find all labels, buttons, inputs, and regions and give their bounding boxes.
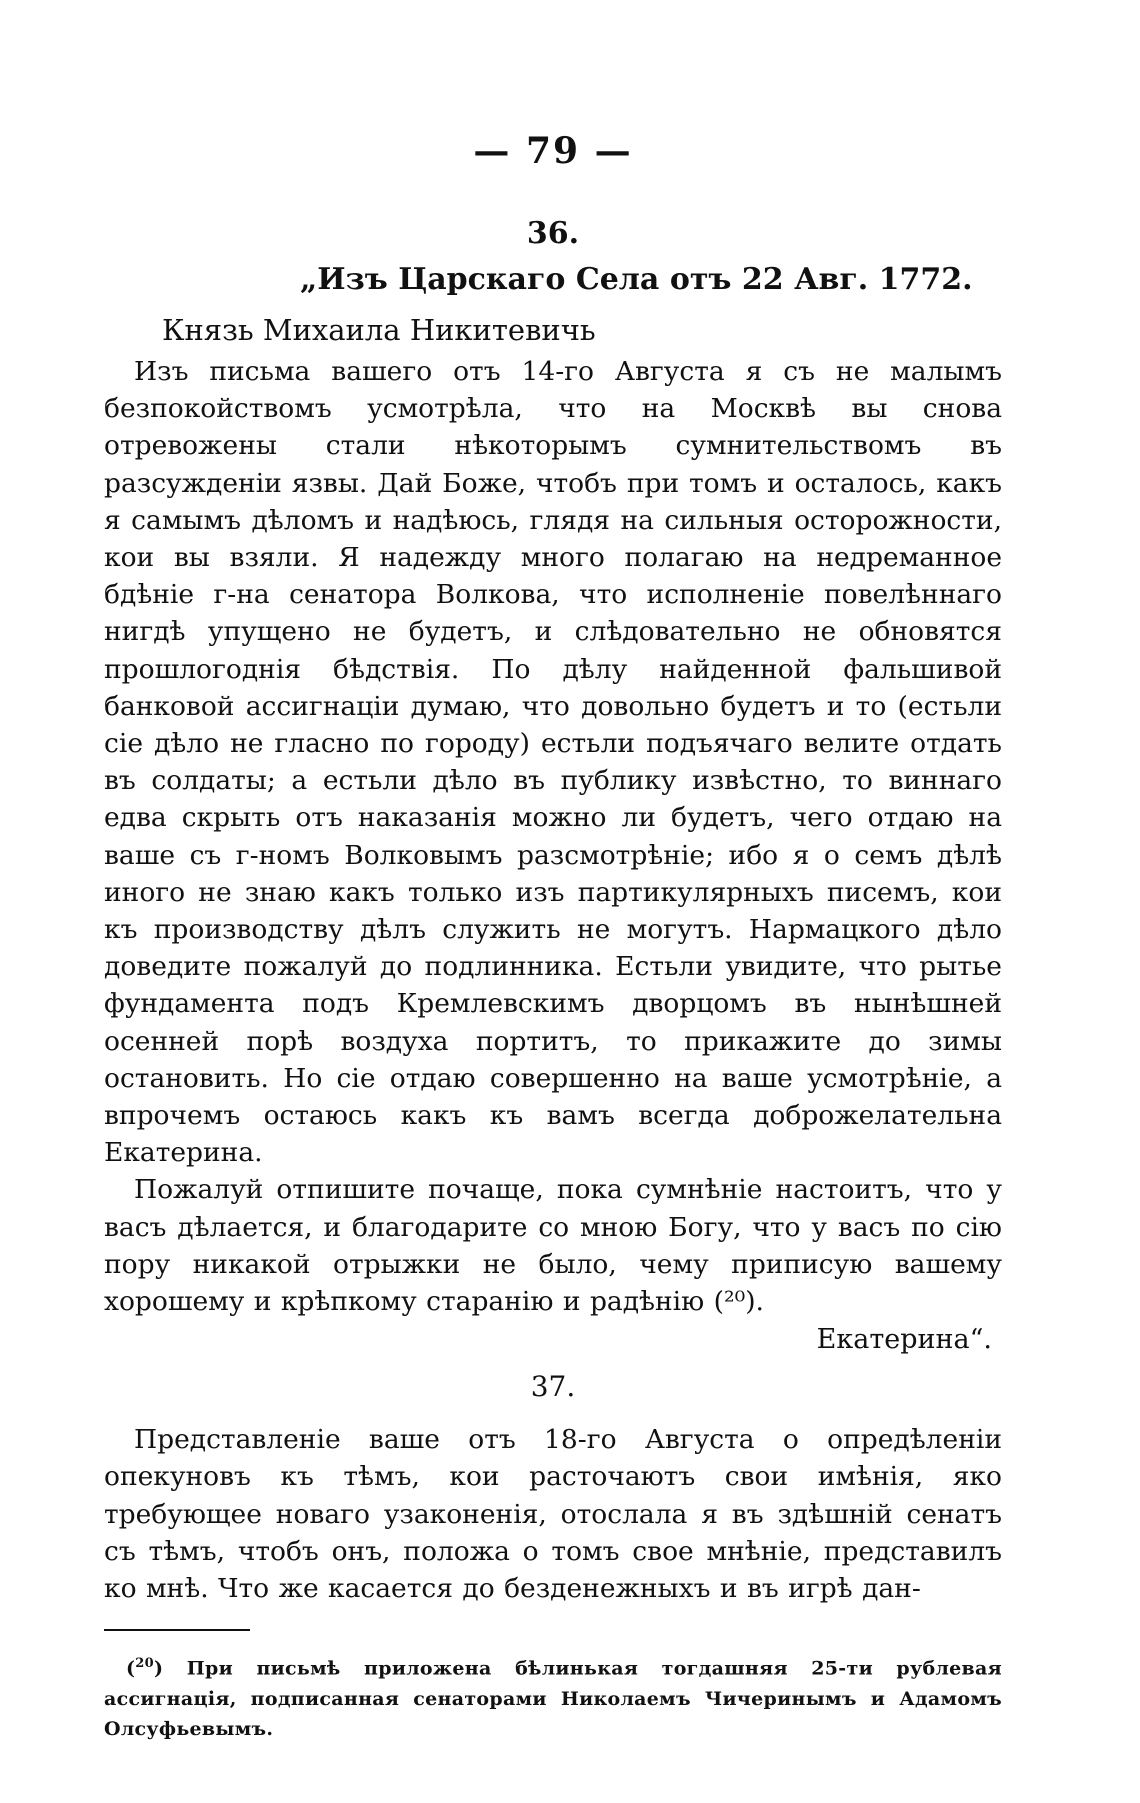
letter-37-paragraph-1: Представленіе ваше отъ 18-го Августа о опредѣленіи опекуновъ къ тѣмъ, кои расточаютъ свои имѣнія, яко требующее новаго узаконенія, отослала я въ здѣшній сенатъ съ тѣмъ, чтобъ онъ, положа о томъ свое мнѣніе, представилъ ко мнѣ. Что же касается до безденежныхъ и въ игрѣ дан- <box>104 1424 1002 1605</box>
letter-signature: Екатерина“. <box>816 1324 992 1356</box>
letter-36-paragraph-2: Пожалуй отпишите почаще, пока сумнѣніе настоитъ, что у васъ дѣлается, и благодарите со мною Богу, что у васъ по сію пору никакой отрыжки не было, чему приписую вашему хорошему и крѣпкому старанію и радѣнію (²⁰). <box>104 1174 1002 1318</box>
letter-addressee: Князь Михаила Никитевичь <box>162 313 596 347</box>
letter-number-36: 36. <box>526 216 580 251</box>
page-number: — 79 — <box>473 130 633 172</box>
letter-36-paragraph-1: Изъ письма вашего отъ 14-го Августа я съ не малымъ безпокойствомъ усмотрѣла, что на Москвѣ вы снова отревожены стали нѣкоторымъ сумнительствомъ въ разсужденіи язвы. Дай Боже, чтобъ при томъ и осталось, какъ я самымъ дѣломъ и надѣюсь, глядя на сильныя осторожности, кои вы взяли. Я надежду много полагаю на недреманное бдѣніе г-на сенатора Волкова, что исполненіе повелѣннаго нигдѣ упущено не будетъ, и слѣдовательно не обновятся прошлогоднія бѣдствія. По дѣлу найденной фальшивой банковой ассигнаціи думаю, что довольно будетъ и то (естьли сіе дѣло не гласно по городу) естьли подъячаго велите отдать въ солдаты; а естьли дѣло въ публику извѣстно, то виннаго едва скрыть отъ наказанія можно ли будетъ, чего отдаю на ваше съ г-номъ Волковымъ разсмотрѣніе; ибо я о семъ дѣлѣ иного не знаю какъ только изъ партикулярныхъ писемъ, кои къ производству дѣлъ служить не могутъ. Нармацкого дѣло доведите пожалуй до подлинника. Естьли увидите, что рытье фундамента подъ Кремлевскимъ дворцомъ въ нынѣшней осенней порѣ воздуха портитъ, то прикажите до зимы остановить. Но сіе отдаю совершенно на ваше усмотрѣніе, а впрочемъ остаюсь какъ къ вамъ всегда доброжелательна Екатерина. <box>104 356 1002 1169</box>
letter-place-date: „Изъ Царскаго Села отъ 22 Авг. 1772. <box>300 262 973 297</box>
document-page <box>104 130 1002 1744</box>
footnote-marker: 20 <box>135 1656 154 1672</box>
footnote-text: При письмѣ приложена бѣлинькая тогдашняя 25-ти рублевая ассигнація, подписанная сенаторами Николаемъ Чичеринымъ и Адамомъ Олсуфьевымъ. <box>104 1657 1002 1740</box>
footnote-divider <box>104 1629 250 1631</box>
letter-number-37: 37. <box>530 1370 576 1404</box>
footnote: ($^{20}$) При письмѣ приложена бѣлинькая тогдашняя 25-ти рублевая ассигнація, подписанная сенаторами Николаемъ Чичеринымъ и Адамомъ Олсуфьевымъ. <box>104 1656 1002 1740</box>
